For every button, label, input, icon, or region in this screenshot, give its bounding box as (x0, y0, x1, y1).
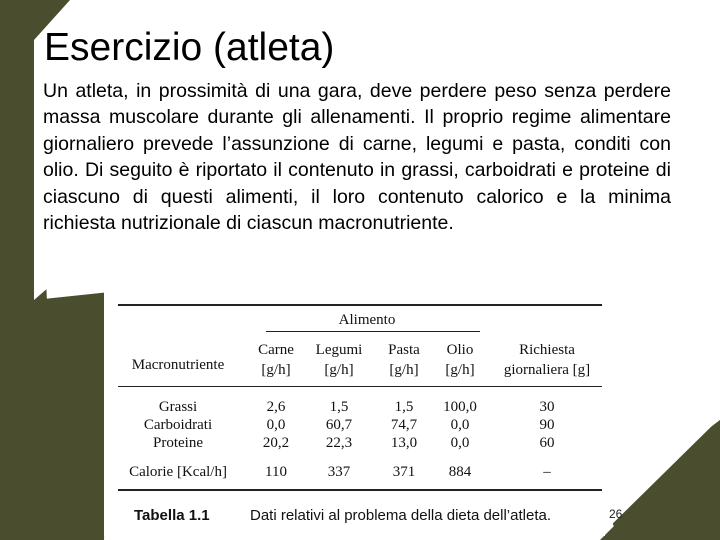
table-cell: 13,0 (390, 435, 418, 451)
col-header-unit: giornaliera [g] (503, 362, 591, 378)
table-cell: 90 (539, 417, 555, 433)
col-header-name: Olio (446, 342, 474, 358)
col-header-name: Carne (258, 342, 294, 358)
table-group-header: Alimento (338, 312, 396, 328)
group-header-rule (266, 331, 480, 332)
col-header-unit: [g/h] (324, 362, 354, 378)
col-header-unit: [g/h] (445, 362, 475, 378)
col-header-unit: [g/h] (389, 362, 419, 378)
page-number: 26 (609, 507, 623, 521)
table-cell: 337 (327, 464, 351, 480)
table-cell: 20,2 (262, 435, 290, 451)
row-label: Grassi (158, 399, 198, 415)
row-label: Proteine (153, 435, 203, 451)
table-cell: 1,5 (394, 399, 414, 415)
table-cell: – (543, 464, 551, 480)
table-caption-text: Dati relativi al problema della dieta dell’atleta. (250, 507, 551, 524)
col-header-unit: [g/h] (261, 362, 291, 378)
table-cell: 0,0 (266, 417, 286, 433)
row-label: Carboidrati (143, 417, 213, 433)
slide-body-text: Un atleta, in prossimità di una gara, deve perdere peso senza perdere massa muscolare durante gli allenamenti. Il proprio regime alimentare giornaliero prevede l’assunzione di carne, legumi e pasta, conditi con olio. Di seguito è riportato il contenuto in grassi, carboidrati e proteine di ciascuno di questi alimenti, il loro contenuto calorico e la minima richiesta nutrizionale di ciascun macronutriente. (43, 80, 671, 235)
col-header-name: Richiesta (519, 342, 575, 358)
table-cell: 60,7 (325, 417, 353, 433)
nutrition-table (104, 292, 605, 536)
row-label: Calorie [Kcal/h] (129, 464, 227, 480)
col-header-name: Pasta (388, 342, 420, 358)
table-cell: 1,5 (329, 399, 349, 415)
table-cell: 110 (265, 464, 287, 480)
table-cell: 884 (448, 464, 472, 480)
table-cell: 371 (392, 464, 416, 480)
table-cell: 74,7 (390, 417, 418, 433)
table-cell: 2,6 (266, 399, 286, 415)
col-header-name: Legumi (315, 342, 363, 358)
table-row-header: Macronutriente (131, 357, 225, 373)
table-cell: 30 (539, 399, 555, 415)
table-caption-label: Tabella 1.1 (134, 507, 210, 524)
table-cell: 0,0 (450, 417, 470, 433)
table-cell: 60 (539, 435, 555, 451)
table-cell: 22,3 (325, 435, 353, 451)
table-top-rule (118, 304, 602, 306)
table-cell: 0,0 (450, 435, 470, 451)
table-cell: 100,0 (443, 399, 477, 415)
header-rule (118, 386, 602, 387)
slide-title: Esercizio (atleta) (44, 26, 335, 69)
table-bottom-rule (118, 489, 602, 491)
